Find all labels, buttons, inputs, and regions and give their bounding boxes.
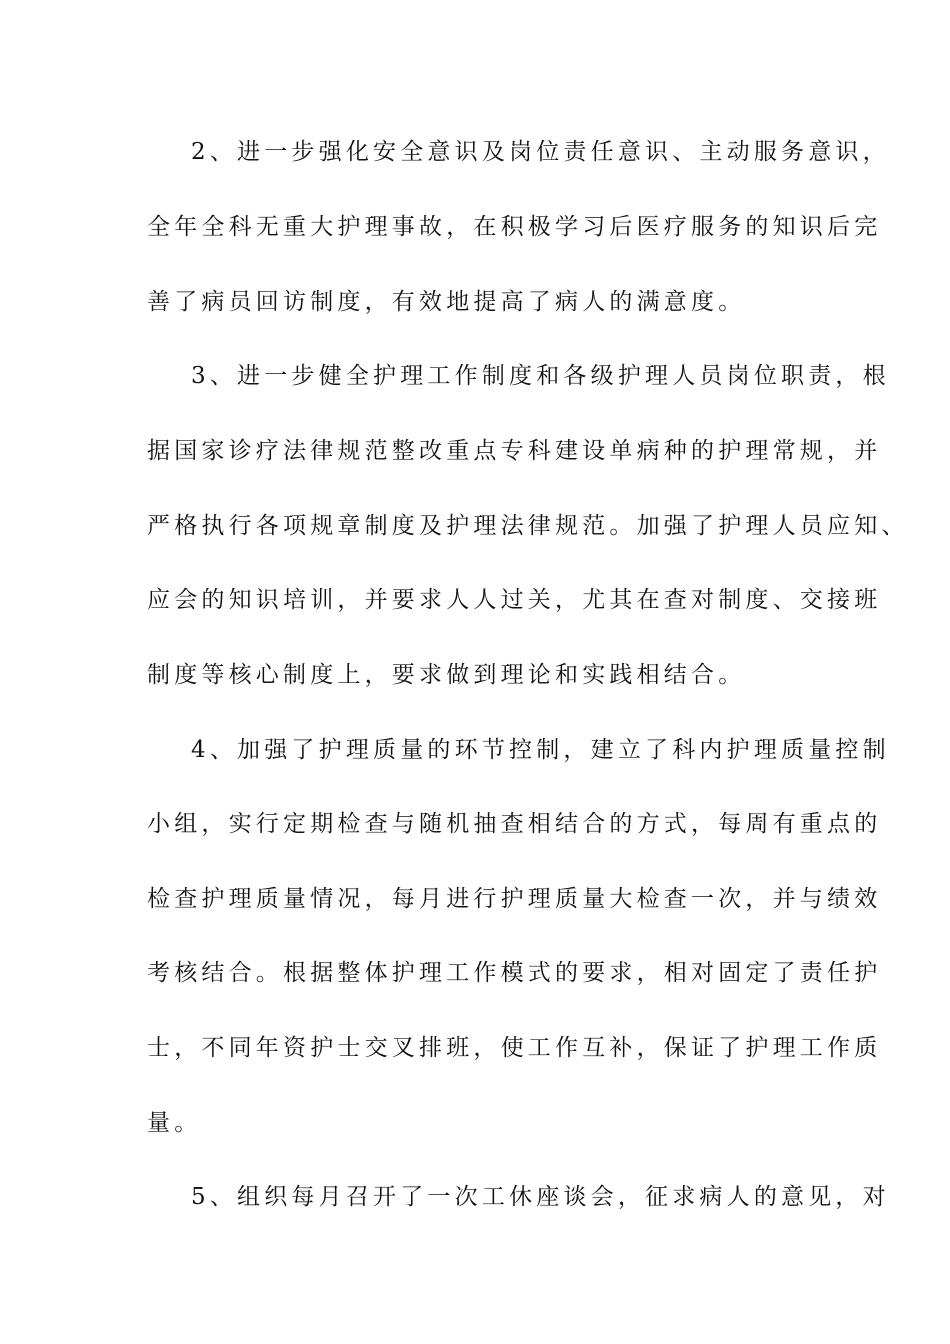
paragraph-4-line-3: 检查护理质量情况，每月进行护理质量大检查一次，并与绩效 — [147, 886, 882, 912]
paragraph-2-line-2: 全年全科无重大护理事故，在积极学习后医疗服务的知识后完 — [147, 214, 882, 240]
paragraph-4-line-6: 量。 — [147, 1110, 202, 1136]
paragraph-3-line-2: 据国家诊疗法律规范整改重点专科建设单病种的护理常规，并 — [147, 438, 882, 464]
paragraph-2-line-1: 2、进一步强化安全意识及岗位责任意识、主动服务意识， — [191, 139, 890, 165]
paragraph-4-line-1: 4、加强了护理质量的环节控制，建立了科内护理质量控制 — [191, 737, 890, 763]
paragraph-5-line-1: 5、组织每月召开了一次工休座谈会，征求病人的意见，对 — [191, 1184, 890, 1210]
paragraph-3-line-5: 制度等核心制度上，要求做到理论和实践相结合。 — [147, 662, 746, 688]
paragraph-4-line-4: 考核结合。根据整体护理工作模式的要求，相对固定了责任护 — [147, 960, 882, 986]
paragraph-3-line-1: 3、进一步健全护理工作制度和各级护理人员岗位职责，根 — [191, 363, 890, 389]
paragraph-2-line-3: 善了病员回访制度，有效地提高了病人的满意度。 — [147, 289, 746, 315]
paragraph-4-line-5: 士，不同年资护士交叉排班，使工作互补，保证了护理工作质 — [147, 1035, 882, 1061]
paragraph-3-line-3: 严格执行各项规章制度及护理法律规范。加强了护理人员应知、 — [147, 513, 909, 539]
paragraph-3-line-4: 应会的知识培训，并要求人人过关，尤其在查对制度、交接班 — [147, 587, 882, 613]
paragraph-4-line-2: 小组，实行定期检查与随机抽查相结合的方式，每周有重点的 — [147, 811, 882, 837]
